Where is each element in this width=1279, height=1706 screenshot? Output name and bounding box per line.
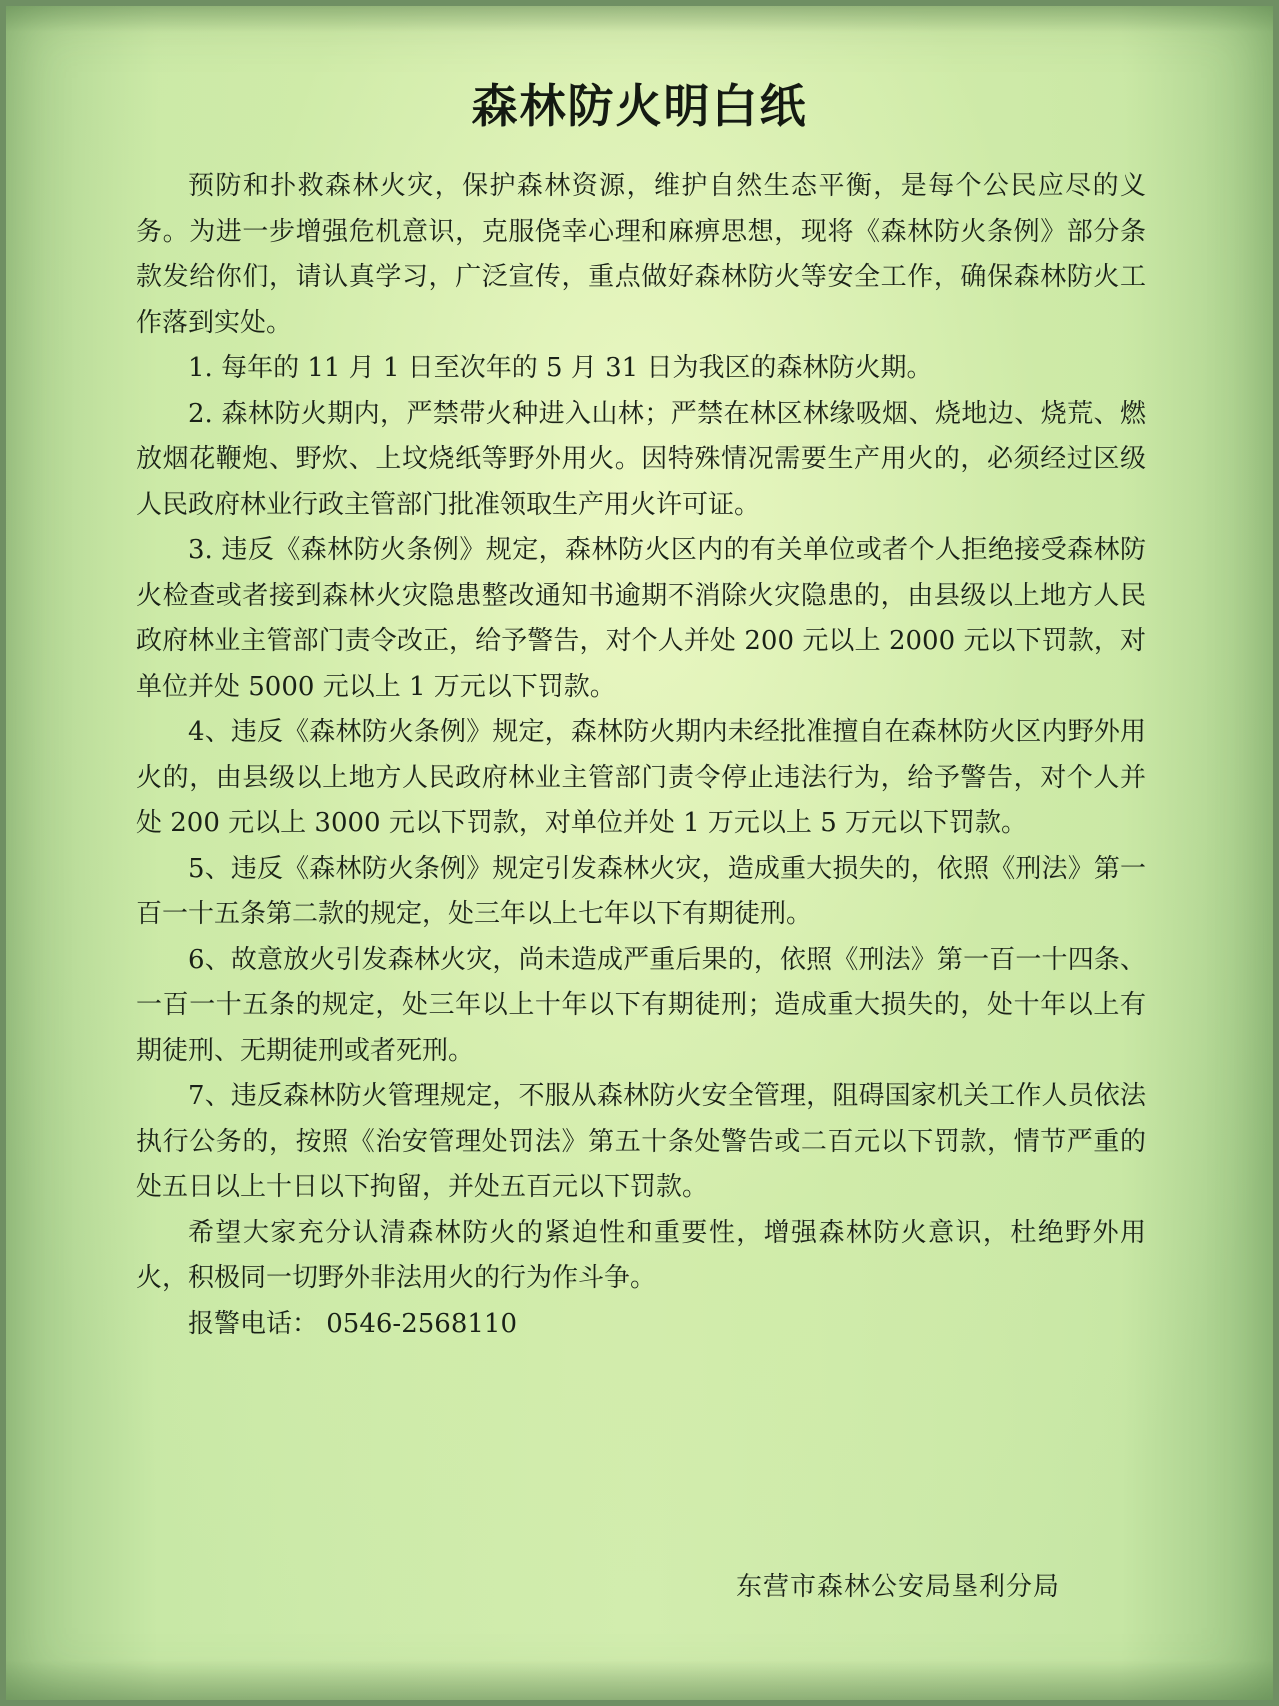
closing-paragraph: 希望大家充分认清森林防火的紧迫性和重要性，增强森林防火意识，杜绝野外用火，积极同一切野外非法用火的行为作斗争。 (136, 1217, 1146, 1293)
paper-shadow-bottom (6, 1660, 1273, 1700)
clause-1: 1. 每年的 11 月 1 日至次年的 5 月 31 日为我区的森林防火期。 (188, 353, 933, 383)
clause-5: 5、违反《森林防火条例》规定引发森林火灾，造成重大损失的，依照《刑法》第一百一十五条第二款的规定，处三年以上七年以下有期徒刑。 (136, 853, 1146, 929)
clause-6: 6、故意放火引发森林火灾，尚未造成严重后果的，依照《刑法》第一百一十四条、一百一十五条的规定，处三年以上十年以下有期徒刑；造成重大损失的，处十年以上有期徒刑、无期徒刑或者死刑。 (136, 944, 1146, 1066)
clause-7: 7、违反森林防火管理规定，不服从森林防火安全管理，阻碍国家机关工作人员依法执行公务的，按照《治安管理处罚法》第五十条处警告或二百元以下罚款，情节严重的处五日以上十日以下拘留，并处五百元以下罚款。 (136, 1081, 1146, 1202)
document-title: 森林防火明白纸 (471, 79, 808, 133)
document-body (136, 164, 1146, 1347)
paper-shadow-top (6, 6, 1273, 32)
clause-3: 3. 违反《森林防火条例》规定，森林防火区内的有关单位或者个人拒绝接受森林防火检查或者接到森林火灾隐患整改通知书逾期不消除火灾隐患的，由县级以上地方人民政府林业主管部门责令改正，给予警告，对个人并处 200 元以上 2000 元以下罚款，对单位并处 5000 元以上 1 万元以下罚款。 (136, 535, 1146, 702)
intro-paragraph: 预防和扑救森林火灾，保护森林资源，维护自然生态平衡，是每个公民应尽的义务。为进一步增强危机意识，克服侥幸心理和麻痹思想，现将《森林防火条例》部分条款发给你们，请认真学习，广泛宣传，重点做好森林防火等安全工作，确保森林防火工作落到实处。 (136, 171, 1146, 338)
clause-2: 2. 森林防火期内，严禁带火种进入山林；严禁在林区林缘吸烟、烧地边、烧荒、燃放烟花鞭炮、野炊、上坟烧纸等野外用火。因特殊情况需要生产用火的，必须经过区级人民政府林业行政主管部门批准领取生产用火许可证。 (136, 398, 1146, 520)
issuer-signature: 东营市森林公安局垦利分局 (736, 1572, 1061, 1602)
alarm-phone: 报警电话： 0546-2568110 (188, 1308, 518, 1339)
clause-4: 4、违反《森林防火条例》规定，森林防火期内未经批准擅自在森林防火区内野外用火的，由县级以上地方人民政府林业主管部门责令停止违法行为，给予警告，对个人并处 200 元以上 3000 元以下罚款，对单位并处 1 万元以上 5 万元以下罚款。 (136, 717, 1146, 838)
paper-sheet (6, 6, 1273, 1700)
